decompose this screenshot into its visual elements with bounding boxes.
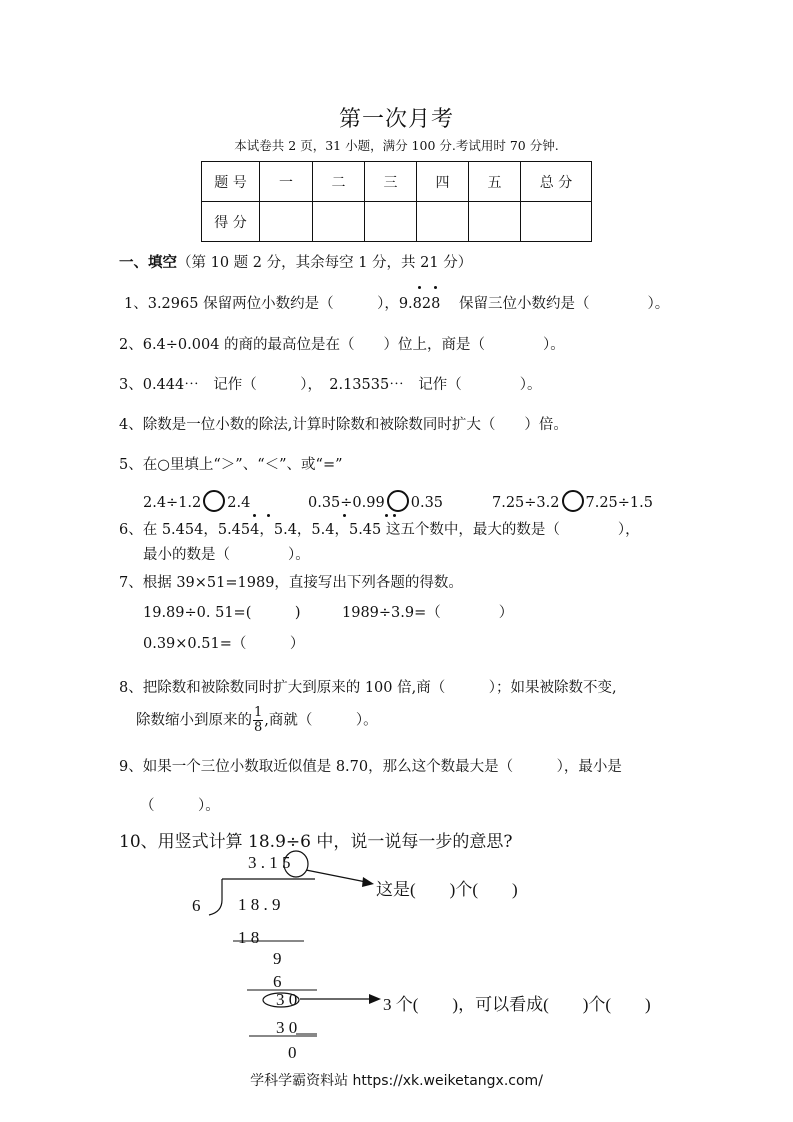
question-9-line-2: （ ）。 [140, 798, 220, 814]
question-4: 4、除数是一位小数的除法,计算时除数和被除数同时扩大（ ）倍。 [119, 417, 568, 433]
compare-right: 2.4 [227, 495, 251, 511]
question-1-part-b: 保留三位小数约是（ ）。 [458, 296, 670, 312]
question-1-part-a: 1、3.2965 保留两位小数约是（ ），9.828 [124, 296, 441, 312]
question-5: 5、在○里填上“＞”、“＜”、或“=” [119, 457, 343, 473]
question-3: 3、0.444⋯ 记作（ ）， 2.13535⋯ 记作（ ）。 [119, 377, 542, 393]
step-remainder: 3 0 [276, 990, 298, 1009]
q8-text-pre: 除数缩小到原来的 [136, 712, 252, 729]
step-final-remainder: 0 [288, 1043, 297, 1062]
callout-quotient-digit: 这是( )个( ) [376, 880, 518, 899]
step-product: 3 0 [276, 1018, 298, 1037]
quotient: 3 . 1 5 [248, 853, 291, 872]
dividend: 1 8 . 9 [238, 895, 281, 914]
question-6-line-2: 最小的数是（ ）。 [143, 547, 310, 563]
question-7-item: 0.39×0.51=（ ） [143, 636, 305, 652]
question-7-item: 19.89÷0. 51=( ) [143, 605, 301, 621]
header-cell: 一 [260, 162, 313, 202]
divisor: 6 [192, 896, 201, 915]
step-product: 1 8 [238, 928, 260, 947]
step-product: 6 [273, 972, 282, 991]
question-2: 2、6.4÷0.004 的商的最高位是在（ ）位上，商是（ ）。 [119, 337, 565, 353]
fraction-denominator: 8 [254, 720, 263, 735]
question-8-line-1: 8、把除数和被除数同时扩大到原来的 100 倍,商（ ）；如果被除数不变, [119, 680, 617, 696]
compare-right: 7.25÷1.5 [585, 495, 653, 511]
section-note: （第 10 题 2 分，其余每空 1 分，共 21 分） [177, 255, 473, 271]
header-cell: 总 分 [521, 162, 592, 202]
header-cell: 五 [469, 162, 521, 202]
exam-info: 本试卷共 2 页，31 小题，满分 100 分.考试用时 70 分钟. [234, 138, 559, 153]
page-title: 第一次月考 [338, 107, 454, 132]
callout-remainder: 3 个( )，可以看成( )个( ) [383, 995, 651, 1014]
compare-left: 2.4÷1.2 [143, 495, 202, 511]
question-9-line-1: 9、如果一个三位小数取近似值是 8.70，那么这个数最大是（ ），最小是 [119, 759, 622, 775]
header-cell: 二 [313, 162, 365, 202]
question-10: 10、用竖式计算 18.9÷6 中，说一说每一步的意思? [119, 832, 513, 852]
question-7: 7、根据 39×51=1989，直接写出下列各题的得数。 [119, 575, 463, 591]
header-cell: 四 [417, 162, 469, 202]
compare-left: 0.35÷0.99 [308, 495, 385, 511]
question-7-item: 1989÷3.9=（ ） [342, 605, 514, 621]
fraction-numerator: 1 [254, 705, 263, 720]
row-label: 得 分 [202, 202, 260, 242]
question-6-line-1: 6、在 5.454，5.454，5.4，5.4，5.45 这五个数中，最大的数是（ ）， [119, 522, 640, 538]
q8-text-post: ,商就（ ）。 [264, 712, 378, 729]
step-remainder: 9 [273, 949, 282, 968]
footer-watermark: 学科学霸资料站 https://xk.weiketangx.com/ [250, 1073, 543, 1089]
compare-left: 7.25÷3.2 [492, 495, 560, 511]
compare-right: 0.35 [410, 495, 444, 511]
section-title: 一、填空 [119, 255, 177, 271]
header-cell: 三 [365, 162, 417, 202]
header-cell: 题 号 [202, 162, 260, 202]
